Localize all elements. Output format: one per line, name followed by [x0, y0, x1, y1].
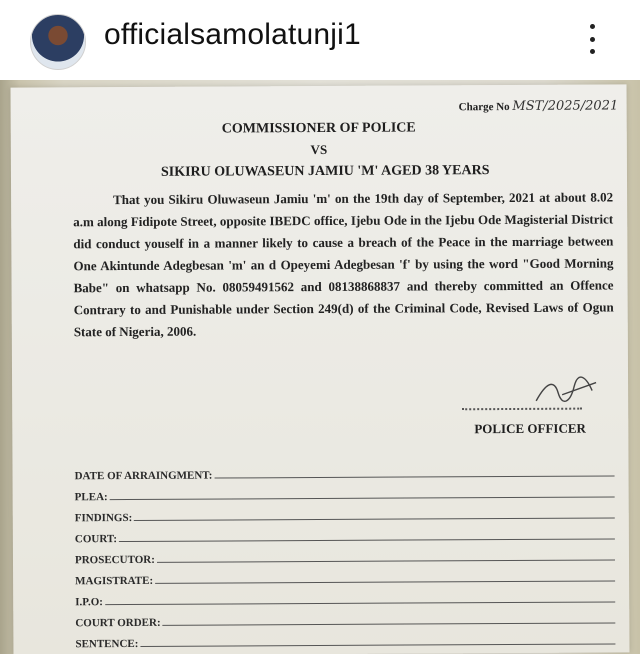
signature-line — [462, 408, 582, 411]
kebab-dot — [590, 49, 595, 54]
title-line-2: VS — [310, 141, 328, 158]
post-header — [0, 0, 640, 80]
field-line — [157, 559, 615, 562]
field-label: I.P.O: — [75, 596, 103, 609]
field-line — [119, 538, 615, 542]
username-link[interactable]: officialsamolatunji1 — [104, 18, 361, 51]
field-label: PROSECUTOR: — [74, 553, 155, 567]
title-line-1: COMMISSIONER OF POLICE — [221, 120, 416, 137]
field-line — [140, 643, 615, 646]
field-label: SENTENCE: — [75, 637, 139, 651]
field-line — [163, 622, 616, 625]
field-label: MAGISTRATE: — [75, 574, 154, 588]
police-officer-label: POLICE OFFICER — [474, 420, 586, 437]
field-plea — [75, 479, 615, 503]
kebab-dot — [590, 37, 595, 42]
field-label: COURT ORDER: — [75, 616, 161, 630]
field-sentence — [75, 626, 615, 650]
avatar[interactable] — [30, 14, 86, 70]
field-prosecutor — [75, 542, 615, 566]
kebab-dot — [590, 24, 595, 29]
charge-number — [459, 98, 619, 114]
field-label: COURT: — [74, 533, 118, 546]
charge-body: That you Sikiru Oluwaseun Jamiu 'm' on the 19th day of September, 2021 at about 8.02 a.m along Fidipote Street, opposite IBEDC office, Ijebu Ode in the Ijebu Ode Magisterial District did conduct youself in a manner likely to cause a breach of the Peace in the marriage between One Akintunde Adegbesan 'm' an d Opeyemi Adegbesan 'f' by using the word "Good Morning Babe" on whatsapp No. 08059491562 and 08138868837 and thereby committed an Offence Contrary to and Punishable under Section 249(d) of the Criminal Code, Revised Laws of Ogun State of Nigeria, 2006. — [73, 189, 614, 340]
field-label: DATE OF ARRAINGMENT: — [74, 469, 213, 483]
more-options-icon[interactable] — [584, 24, 600, 54]
case-fields — [74, 458, 615, 650]
charge-sheet — [11, 84, 630, 654]
post-image[interactable] — [0, 80, 640, 654]
field-line — [155, 580, 615, 583]
field-findings — [75, 500, 615, 524]
field-magistrate — [75, 563, 615, 587]
field-label: PLEA: — [74, 491, 108, 504]
field-line — [105, 601, 615, 605]
field-date-of-arraignment — [74, 458, 614, 482]
field-line — [134, 517, 615, 521]
field-line — [110, 496, 615, 500]
field-line — [214, 475, 614, 478]
field-ipo — [75, 584, 615, 608]
charge-number-value: MST/2025/2021 — [512, 98, 619, 114]
field-label: FINDINGS: — [74, 511, 133, 525]
title-line-3: SIKIRU OLUWASEUN JAMIU 'M' AGED 38 YEARS — [160, 163, 490, 180]
charge-label: Charge No — [458, 101, 510, 114]
field-court-order — [75, 605, 615, 629]
signature-icon — [532, 375, 602, 407]
field-court — [75, 521, 615, 545]
